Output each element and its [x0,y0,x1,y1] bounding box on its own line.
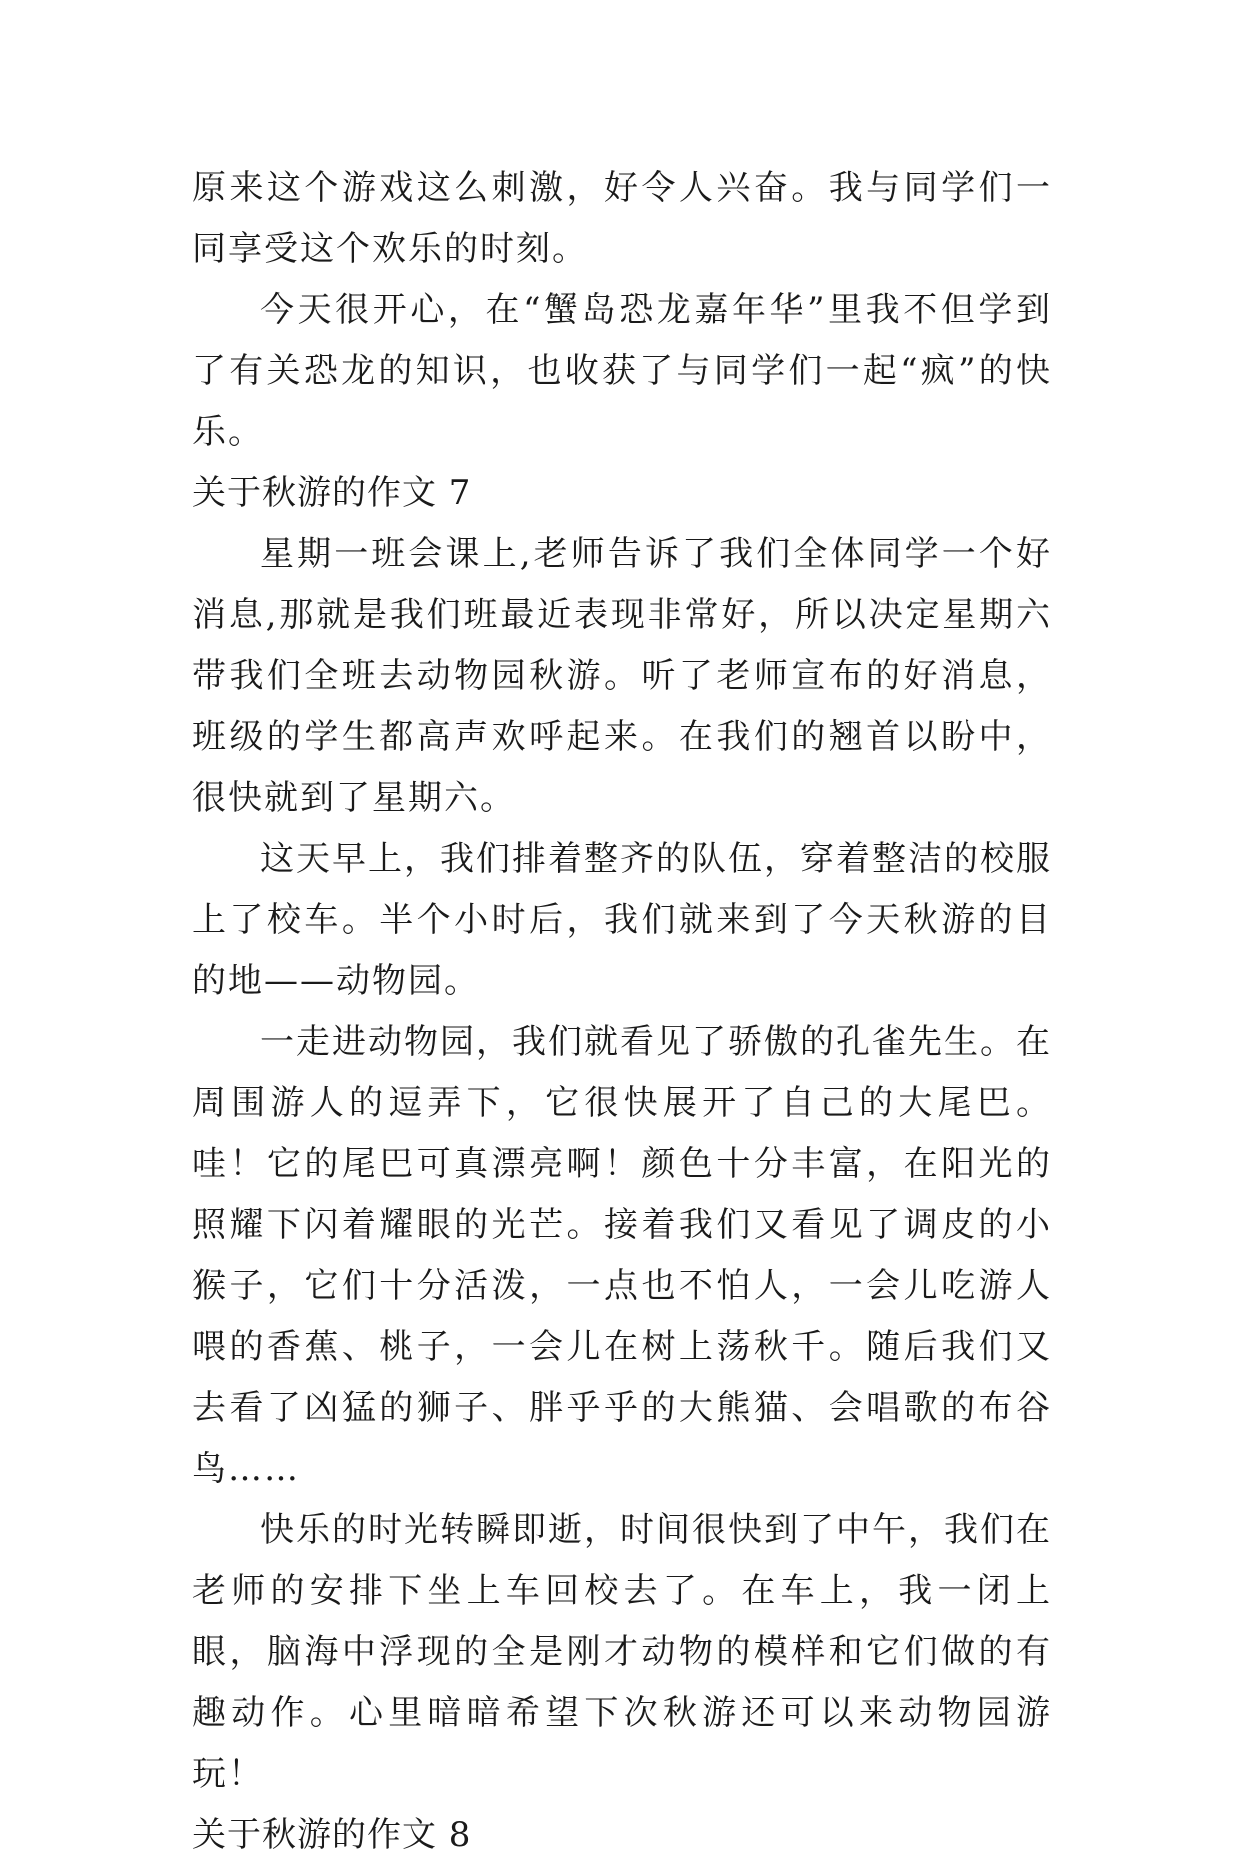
paragraph-return: 快乐的时光转瞬即逝，时间很快到了中午，我们在老师的安排下坐上车回校去了。在车上，我一闭上眼，脑海中浮现的全是刚才动物的模样和它们做的有趣动作。心里暗暗希望下次秋游还可以来动物园游玩！ [192,1510,1052,1794]
essay-heading-8: 关于秋游的作文 8 [192,1815,472,1855]
essay-heading-7: 关于秋游的作文 7 [192,473,472,513]
paragraph-conclusion: 今天很开心，在“蟹岛恐龙嘉年华”里我不但学到了有关恐龙的知识，也收获了与同学们一起“疯”的快乐。 [192,290,1052,452]
paragraph-bus-trip: 这天早上，我们排着整齐的队伍，穿着整洁的校服上了校车。半个小时后，我们就来到了今天秋游的目的地——动物园。 [192,839,1052,1001]
paragraph-announcement: 星期一班会课上,老师告诉了我们全体同学一个好消息,那就是我们班最近表现非常好，所以决定星期六带我们全班去动物园秋游。听了老师宣布的好消息，班级的学生都高声欢呼起来。在我们的翘首以盼中，很快就到了星期六。 [192,534,1052,818]
paragraph-continuation: 原来这个游戏这么刺激，好令人兴奋。我与同学们一同享受这个欢乐的时刻。 [192,168,1052,269]
paragraph-zoo-animals: 一走进动物园，我们就看见了骄傲的孔雀先生。在周围游人的逗弄下，它很快展开了自己的大尾巴。哇！它的尾巴可真漂亮啊！颜色十分丰富，在阳光的照耀下闪着耀眼的光芒。接着我们又看见了调皮的小猴子，它们十分活泼，一点也不怕人，一会儿吃游人喂的香蕉、桃子，一会儿在树上荡秋千。随后我们又去看了凶猛的狮子、胖乎乎的大熊猫、会唱歌的布谷鸟…… [192,1022,1052,1489]
document-body [192,158,1052,1866]
